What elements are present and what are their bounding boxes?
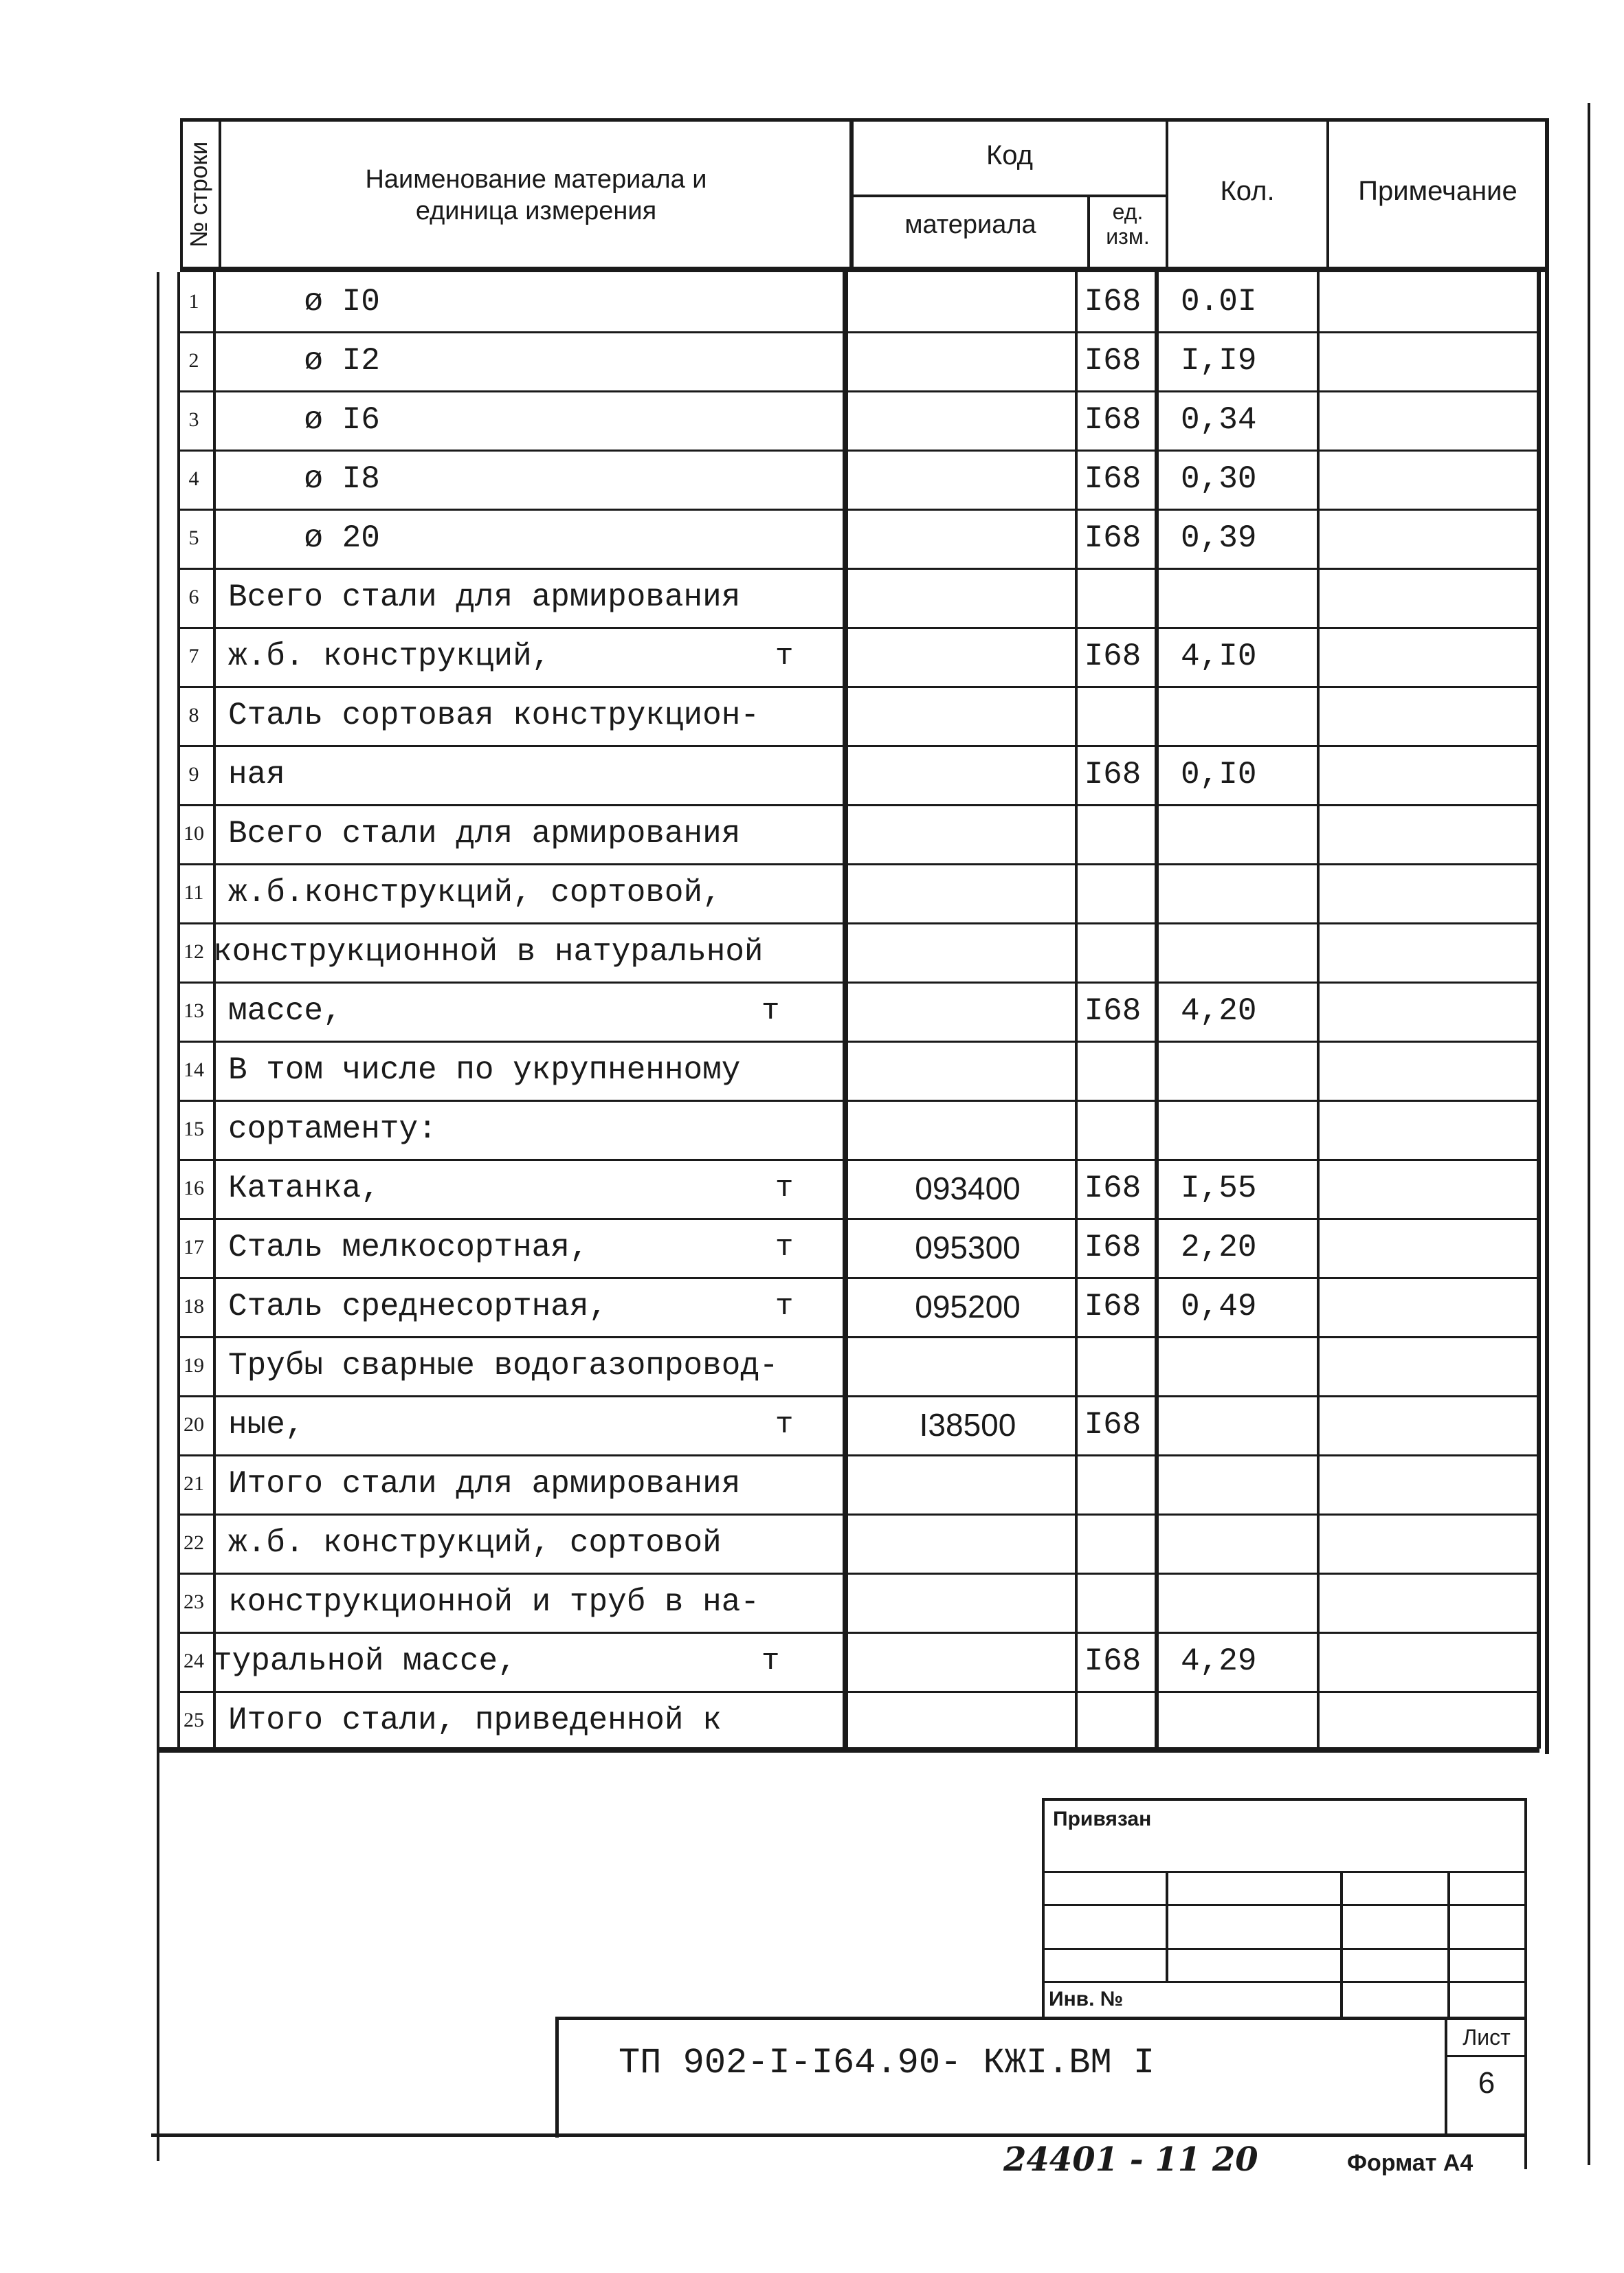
row-number: 15: [183, 1118, 204, 1140]
material-code: I38500: [919, 1407, 1016, 1443]
unit-label: т: [775, 1230, 794, 1265]
table-row: [157, 272, 1524, 331]
table-row: [157, 627, 1524, 686]
unit-code: [1072, 1100, 1153, 1159]
table-row: [157, 1100, 1524, 1159]
material-name: конструкционной и труб в на-: [228, 1584, 759, 1620]
unit-code: [1072, 568, 1153, 627]
unit-label: т: [775, 1289, 794, 1324]
material-name: Катанка,: [228, 1171, 380, 1206]
table-row: [157, 568, 1524, 627]
material-name: Всего стали для армирования: [228, 816, 741, 852]
quantity: 0.0I: [1181, 284, 1257, 320]
quantity: 0,34: [1181, 402, 1257, 438]
quantity: [1157, 922, 1318, 982]
row-number: 12: [183, 940, 204, 963]
material-name: ø I0: [228, 284, 380, 320]
material-name: Итого стали, приведенной к: [228, 1703, 722, 1738]
material-name: ные,: [228, 1407, 304, 1443]
sheet-number: 6: [1478, 2066, 1495, 2100]
document-code: ТП 902-I-I64.90- КЖI.ВМ I: [619, 2043, 1155, 2083]
row-number: 23: [183, 1590, 204, 1613]
unit-code: [1072, 1691, 1153, 1750]
unit-code: [1072, 804, 1153, 863]
table-row: [157, 1218, 1524, 1277]
material-code: 093400: [915, 1171, 1021, 1206]
table-row: [157, 1514, 1524, 1573]
table-row: [157, 804, 1524, 863]
row-number: 18: [183, 1295, 204, 1318]
material-name: ø I8: [228, 461, 380, 497]
row-number: 20: [183, 1413, 204, 1436]
material-code: [844, 1041, 1091, 1100]
unit-code: [1072, 1514, 1153, 1573]
row-number: 1: [188, 290, 199, 313]
quantity: [1157, 1336, 1318, 1395]
quantity: 0,49: [1181, 1289, 1257, 1324]
row-number: 10: [183, 822, 204, 845]
table-row: [157, 509, 1524, 568]
material-name: ø I2: [228, 343, 380, 379]
material-code: [844, 390, 1091, 450]
unit-code: I68: [1084, 1230, 1142, 1265]
row-number: 4: [188, 467, 199, 490]
row-number: 13: [183, 999, 204, 1022]
header-note: Примечание: [1358, 176, 1517, 206]
header-code: Код: [986, 140, 1033, 170]
header-code-material: материала: [904, 210, 1036, 239]
row-number: 24: [183, 1650, 204, 1672]
format-label: Формат А4: [1347, 2150, 1473, 2176]
row-number: 5: [188, 526, 199, 549]
row-number: 11: [183, 881, 204, 904]
material-name: Итого стали для армирования: [228, 1466, 741, 1502]
quantity: [1157, 686, 1318, 745]
material-code: [844, 804, 1091, 863]
quantity: [1157, 1454, 1318, 1514]
header-row-number: № строки: [186, 141, 212, 248]
material-name: массе,: [228, 993, 342, 1029]
quantity: [1157, 804, 1318, 863]
quantity: [1157, 1573, 1318, 1632]
material-code: [844, 272, 1091, 331]
row-number: 17: [183, 1236, 204, 1259]
unit-label: т: [775, 1408, 794, 1442]
unit-code: I68: [1084, 520, 1142, 556]
row-number: 6: [188, 586, 199, 608]
unit-code: [1072, 1336, 1153, 1395]
unit-label: т: [761, 1644, 780, 1678]
unit-code: [1072, 922, 1153, 982]
unit-code: I68: [1084, 639, 1142, 674]
quantity: 4,20: [1181, 993, 1257, 1029]
material-name: В том числе по укрупненному: [228, 1052, 741, 1088]
material-code: [844, 627, 1091, 686]
quantity: 0,I0: [1181, 757, 1257, 792]
quantity: 4,29: [1181, 1643, 1257, 1679]
row-number: 22: [183, 1531, 204, 1554]
material-code: [844, 1573, 1091, 1632]
quantity: [1157, 1691, 1318, 1750]
header-name-line1: Наименование материала и: [365, 165, 707, 194]
table-row: [157, 1691, 1524, 1750]
table-row: [157, 686, 1524, 745]
table-row: [157, 745, 1524, 804]
quantity: 2,20: [1181, 1230, 1257, 1265]
unit-code: I68: [1084, 1171, 1142, 1206]
material-name: ная: [228, 757, 285, 792]
quantity: 0,39: [1181, 520, 1257, 556]
unit-code: I68: [1084, 1643, 1142, 1679]
quantity: [1157, 863, 1318, 922]
material-name: Сталь сортовая конструкцион-: [228, 698, 759, 733]
unit-label: т: [775, 639, 794, 674]
table-row: [157, 1041, 1524, 1100]
quantity: [1157, 1514, 1318, 1573]
quantity: 0,30: [1181, 461, 1257, 497]
material-code: [844, 1691, 1091, 1750]
row-number: 3: [188, 408, 199, 431]
row-number: 19: [183, 1354, 204, 1377]
handwritten-note: 24401 - 11 20: [1003, 2140, 1258, 2179]
quantity: [1157, 1100, 1318, 1159]
row-number: 25: [183, 1709, 204, 1731]
material-name: Трубы сварные водогазопровод-: [228, 1348, 779, 1384]
row-number: 7: [188, 645, 199, 667]
row-number: 9: [188, 763, 199, 786]
row-number: 16: [183, 1177, 204, 1199]
material-name: Сталь среднесортная,: [228, 1289, 608, 1324]
header-code-unit-line1: ед.: [1112, 199, 1144, 224]
unit-code: I68: [1084, 1289, 1142, 1324]
material-code: [844, 922, 1091, 982]
material-code: [844, 863, 1091, 922]
header-name-line2: единица измерения: [415, 197, 657, 225]
material-code: [844, 1632, 1091, 1691]
header-code-unit-line2: изм.: [1106, 224, 1150, 249]
material-name: ø 20: [228, 520, 380, 556]
table-row: [157, 922, 1524, 982]
row-number: 8: [188, 704, 199, 727]
material-code: 095200: [915, 1289, 1021, 1324]
material-name: ж.б. конструкций, сортовой: [228, 1525, 722, 1561]
unit-code: I68: [1084, 284, 1142, 320]
table-row: [157, 1395, 1524, 1454]
material-code: 095300: [915, 1230, 1021, 1265]
material-code: [844, 1454, 1091, 1514]
unit-code: [1072, 1041, 1153, 1100]
table-row: [157, 331, 1524, 390]
table-row: [157, 1277, 1524, 1336]
unit-code: [1072, 1454, 1153, 1514]
unit-code: [1072, 863, 1153, 922]
unit-code: I68: [1084, 461, 1142, 497]
quantity: I,I9: [1181, 343, 1257, 379]
material-name: ж.б.конструкций, сортовой,: [228, 875, 722, 911]
unit-code: I68: [1084, 993, 1142, 1029]
table-row: [157, 982, 1524, 1041]
material-name: конструкционной в натуральной: [213, 934, 764, 970]
table-row: [157, 863, 1524, 922]
table-row: [157, 1336, 1524, 1395]
unit-label: т: [775, 1171, 794, 1206]
material-name: сортаменту:: [228, 1111, 437, 1147]
unit-label: т: [761, 994, 780, 1028]
material-code: [844, 1336, 1091, 1395]
row-number: 14: [183, 1058, 204, 1081]
sheet-label: Лист: [1462, 2025, 1511, 2050]
quantity: [1157, 1041, 1318, 1100]
material-code: [844, 686, 1091, 745]
quantity: [1157, 568, 1318, 627]
row-number: 21: [183, 1472, 204, 1495]
material-code: [844, 509, 1091, 568]
material-code: [844, 1514, 1091, 1573]
quantity: I,55: [1181, 1171, 1257, 1206]
header-quantity: Кол.: [1220, 176, 1275, 206]
material-code: [844, 1100, 1091, 1159]
unit-code: I68: [1084, 1407, 1142, 1443]
material-code: [844, 450, 1091, 509]
unit-code: [1072, 686, 1153, 745]
material-code: [844, 745, 1091, 804]
inventory-number-label: Инв. №: [1049, 1988, 1124, 2010]
table-row: [157, 1632, 1524, 1691]
table-row: [157, 390, 1524, 450]
material-name: Сталь мелкосортная,: [228, 1230, 589, 1265]
unit-code: I68: [1084, 757, 1142, 792]
material-code: [844, 982, 1091, 1041]
material-code: [844, 331, 1091, 390]
table-row: [157, 1159, 1524, 1218]
quantity: 4,I0: [1181, 639, 1257, 674]
table-row: [157, 450, 1524, 509]
privyazan-label: Привязан: [1053, 1808, 1152, 1830]
material-name: ж.б. конструкций,: [228, 639, 551, 674]
quantity: [1157, 1395, 1318, 1454]
unit-code: I68: [1084, 343, 1142, 379]
table-row: [157, 1454, 1524, 1514]
material-name: Всего стали для армирования: [228, 579, 741, 615]
table-row: [157, 1573, 1524, 1632]
unit-code: I68: [1084, 402, 1142, 438]
material-name: ø I6: [228, 402, 380, 438]
material-code: [844, 568, 1091, 627]
material-name: туральной массе,: [213, 1643, 517, 1679]
unit-code: [1072, 1573, 1153, 1632]
row-number: 2: [188, 349, 199, 372]
